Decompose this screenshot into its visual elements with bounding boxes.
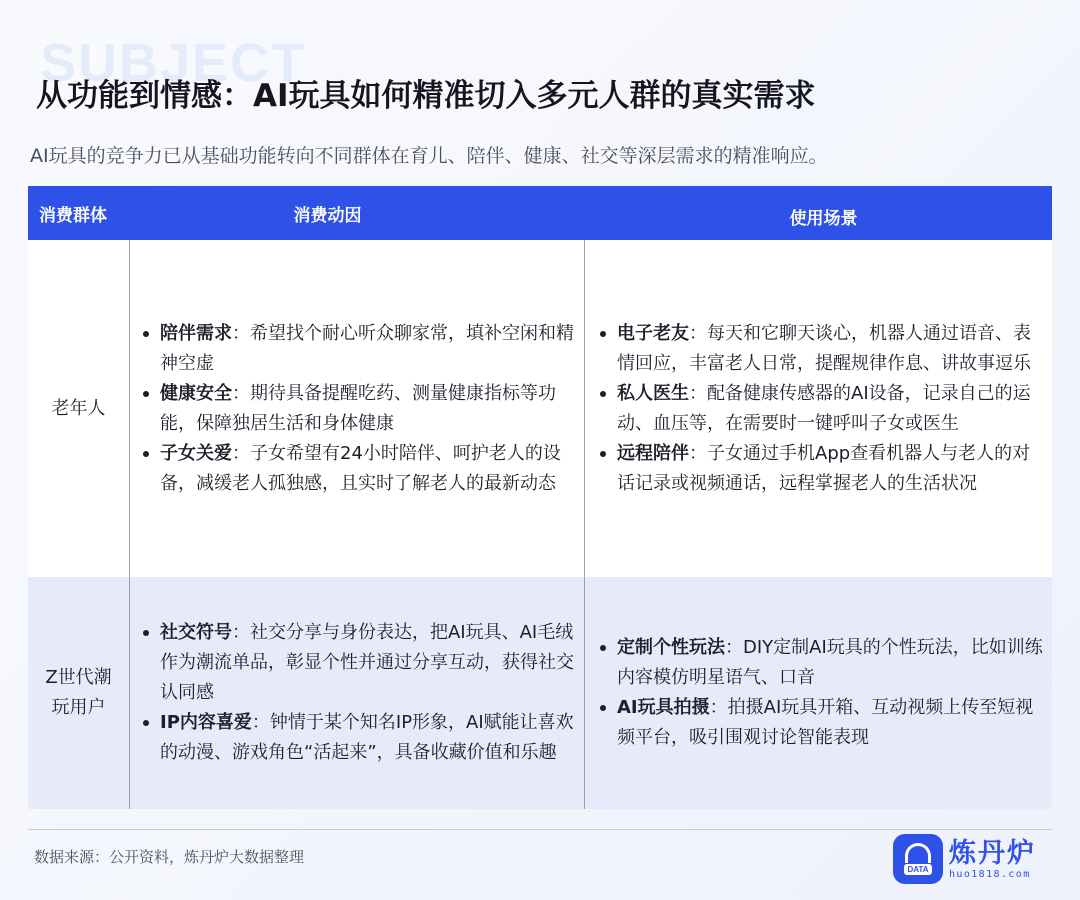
- group-label-line: 玩用户: [51, 697, 106, 718]
- header-motive: 消费动因: [293, 205, 362, 226]
- scenario-item: AI玩具拍摄：拍摄AI玩具开箱、互动视频上传至短视频平台，吸引围观讨论智能表现: [595, 693, 1044, 753]
- data-source: 数据来源：公开资料，炼丹炉大数据整理: [34, 848, 305, 866]
- scenario-cell: [585, 577, 1052, 809]
- scenario-item: 私人医生：配备健康传感器的AI设备，记录自己的运动、血压等，在需要时一键呼叫子女或医生: [595, 379, 1044, 439]
- page-title: 从功能到情感：AI玩具如何精准切入多元人群的真实需求: [36, 78, 816, 114]
- logo-url: huo1818.com: [949, 868, 1031, 880]
- motive-item: 健康安全：期待具备提醒吃药、测量健康指标等功能，保障独居生活和身体健康: [138, 379, 574, 439]
- footer-divider: [28, 829, 1052, 830]
- header-scenario: 使用场景: [789, 208, 858, 229]
- group-cell: [28, 240, 130, 577]
- group-label-line: Z世代潮: [45, 667, 112, 688]
- watermark-subject: SUBJECT: [40, 33, 307, 93]
- group-label: 老年人: [51, 397, 106, 419]
- motive-cell: [130, 240, 585, 577]
- alembic-logo-icon: [893, 834, 943, 884]
- demand-table: [28, 186, 1052, 809]
- motive-item: 子女关爱：子女希望有24小时陪伴、呵护老人的设备，减缓老人孤独感，且实时了解老人的最新动态: [138, 439, 574, 499]
- motive-cell: [130, 577, 585, 809]
- group-cell: [28, 577, 130, 809]
- scenario-cell: [585, 240, 1052, 577]
- page-subtitle: AI玩具的竞争力已从基础功能转向不同群体在育儿、陪伴、健康、社交等深层需求的精准响应。: [30, 145, 828, 167]
- scenario-item: 定制个性玩法：DIY定制AI玩具的个性玩法，比如训练内容模仿明星语气、口音: [595, 633, 1044, 693]
- logo-badge-text: DATA: [904, 864, 931, 875]
- motive-item: 陪伴需求：希望找个耐心听众聊家常，填补空闲和精神空虚: [138, 319, 574, 379]
- scenario-item: 远程陪伴：子女通过手机App查看机器人与老人的对话记录或视频通话，远程掌握老人的生活状况: [595, 439, 1044, 499]
- motive-item: 社交符号：社交分享与身份表达，把AI玩具、AI毛绒作为潮流单品，彰显个性并通过分享互动，获得社交认同感: [138, 618, 574, 708]
- table-header: [28, 186, 1052, 240]
- logo-name: 炼丹炉: [949, 837, 1036, 869]
- brand-logo: [893, 834, 1036, 884]
- table-row: [28, 577, 1052, 809]
- scenario-item: 电子老友：每天和它聊天谈心，机器人通过语音、表情回应，丰富老人日常，提醒规律作息、讲故事逗乐: [595, 319, 1044, 379]
- motive-item: IP内容喜爱：钟情于某个知名IP形象，AI赋能让喜欢的动漫、游戏角色“活起来”，具备收藏价值和乐趣: [138, 708, 574, 768]
- table-row: [28, 240, 1052, 577]
- header-group: 消费群体: [39, 205, 107, 226]
